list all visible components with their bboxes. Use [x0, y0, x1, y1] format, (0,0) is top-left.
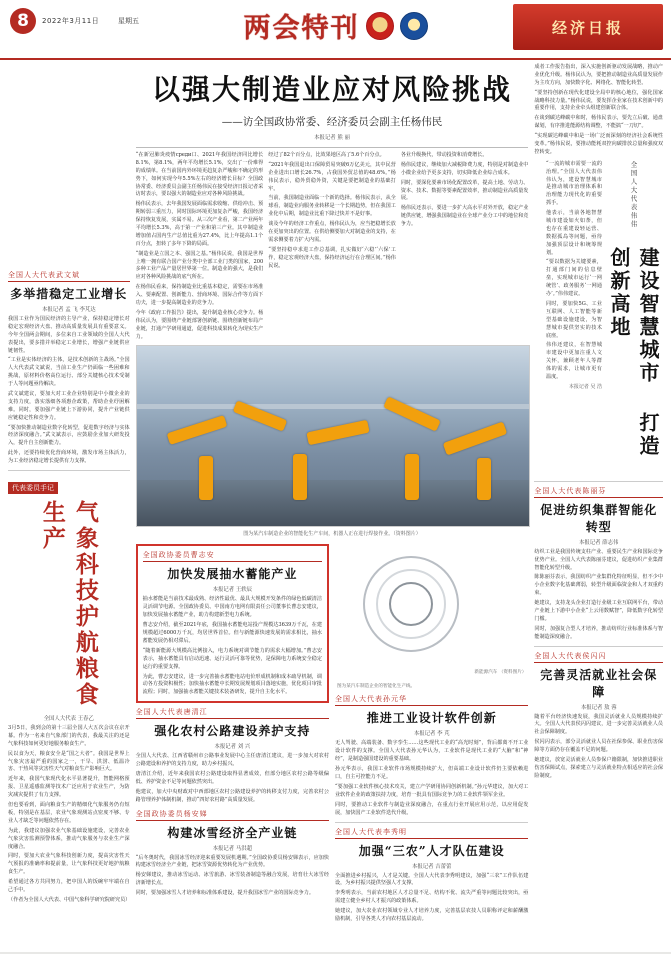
paragraph: “要坚持创新在现代化建设全局中的核心地位，强化国家战略科技力量。”杨伟民说，要发挥企业家在技术创新中的重要作用，支持企业牵头组建创新联合体。 — [534, 89, 663, 112]
article-label: 全国人大代表陈丽芬 — [534, 486, 663, 498]
factory-photo — [136, 345, 531, 527]
paragraph: 同时，要深化要素市场化配置改革，提高土地、劳动力、资本、技术、数据等要素配置效率，推动制造业高质量发展。 — [400, 179, 529, 202]
divider — [8, 470, 130, 471]
article-title: 完善灵活就业社会保障 — [540, 667, 658, 699]
article-label: 全国政协委员杨安娣 — [136, 809, 329, 821]
paragraph: “在新冠肺炎疫情среди口、2021年我国经济同比增长8.1%，第8.1%，两年平均增长5.1%，交出了一份难得的成绩单。在当前国内外环境更趋复杂严峻和不确定的形势下，如何实现今年5.5%左右的经济增长目标？全国政协常委、经济委员会副主任杨伟民在接受经济日报记者采访时表示，要以强大的制造业应对各种风险挑战。 — [135, 152, 264, 198]
article-rural-road — [136, 707, 329, 804]
paragraph: 唐清江介绍，近年来我国农村公路建设取得显著成效，但部分地区农村公路等级偏低、养护资金不足等问题依然突出。 — [135, 770, 330, 785]
paragraph: 为此，我建议加强农业气象基础设施建设，完善农业气象灾害监测预警体系，推动气象服务与农业生产深度融合。 — [8, 827, 130, 850]
article-byline: 本报记者 吴 浩 — [568, 383, 602, 390]
paragraph: 曹志安介绍，截至2021年底，我国抽水蓄能电站投产规模达3639万千瓦，在建规模超过6000万千瓦，均居世界首位。但与新能源快速发展的需求相比，抽水蓄能发展仍相对滞后。 — [142, 622, 323, 644]
photo-caption: 图为某汽车制造企业的智能化生产车间，机器人正在进行焊接作业。（资料图片） — [243, 531, 421, 538]
robot-base — [405, 454, 419, 500]
paragraph: 但也要看到，面向粮食生产的精细化气象服务仍有短板，特别是在基层，农业气象观测站点密度不够、专业人才缺乏等问题依然存在。 — [8, 802, 130, 824]
article-agri-talent — [335, 827, 528, 924]
center-column — [136, 64, 529, 954]
paragraph: 同时，要推动工业软件与制造业深度融合，在重点行业开展应用示范，以应用促发展，加快国产工业软件迭代升级。 — [335, 801, 529, 816]
paragraph: “一流的城市需要一流的治理。”全国人大代表伟伟认为，建设智慧城市是推动城市治理体系和治理能力现代化的重要抓手。 — [546, 160, 602, 207]
article-byline: 本报记者 吉蕾蕾 — [411, 863, 452, 870]
article-weather-note — [8, 475, 130, 905]
paragraph: 她建议，加大农业农村领域专业人才培养力度，完善基层农技人员职称评定和薪酬激励机制，引导各类人才向农村基层流动。 — [335, 908, 529, 922]
special-title: 两会特刊 — [243, 13, 360, 44]
divider — [136, 147, 529, 148]
paragraph: “随着新能源大规模高比例接入，电力系统对调节能力的需求大幅增加。”曹志安表示，抽水蓄能具有启动迅速、运行灵活可靠等优势，是保障电力系统安全稳定运行的重要支撑。 — [142, 647, 323, 670]
lead-byline: 本报记者 熊 丽 — [314, 135, 350, 141]
paragraph: 同时，要加快5G、工业互联网、人工智能等新型基础设施建设，为智慧城市提供坚实的技术底座。 — [546, 300, 602, 339]
paragraph: 杨伟民还表示，要进一步扩大高水平对外开放，稳定产业链供应链，增强我国制造业在全球产业分工中的地位和竞争力。 — [400, 205, 529, 228]
paragraph: 杨伟民建议，继续加大减税降费力度，特别是对制造业中小微企业给予更多支持，切实降低企业综合成本。 — [400, 161, 529, 176]
robot-arm — [306, 420, 369, 446]
paragraph: 随着平台经济快速发展，我国灵活就业人员规模持续扩大。全国人大代表侯闪闪建议，进一步完善灵活就业人员社会保障制度。 — [534, 713, 663, 736]
paragraph: 同时，要加大农业气象科技创新力度，提高灾害性天气预报的准确率和提前量，让气象科技更好地护航粮食生产。 — [8, 853, 130, 876]
robot-base — [293, 454, 307, 500]
article-title: 构建冰雪经济全产业链 — [167, 825, 298, 840]
paragraph: 在谈到碳达峰碳中和时，杨伟民表示，要先立后破、通盘谋划，有序推进能源结构调整，不能搞“一刀切”。 — [534, 115, 663, 130]
paragraph: 全面推进乡村振兴，人才是关键。全国人大代表李秀明建议，加强“三农”工作队伍建设，为乡村振兴提供坚强人才支撑。 — [335, 872, 529, 887]
paragraph: 李秀明表示，当前农村地区人才总量不足、结构不优、流失严重等问题比较突出，亟需建立健全乡村人才振兴的政策体系。 — [335, 890, 529, 905]
special-banner — [244, 6, 428, 45]
weekday: 星期五 — [118, 17, 139, 25]
paragraph: 孙元华表示，我国工业软件市场规模持续扩大，但高端工业设计软件仍主要依赖进口，自主可控能力不足。 — [335, 766, 529, 781]
article-label: 全国人大代表唐清江 — [136, 707, 329, 719]
right-column — [534, 64, 663, 954]
paragraph: 成者工作报告指出，深入实施创新驱动发展战略，推动产业优化升级。杨伟民认为，要把推动制造业高质量发展作为主攻方向，加快数字化、网络化、智能化转型。 — [534, 64, 663, 86]
issue-date: 2022年3月11日 — [42, 17, 100, 25]
paragraph: 3月5日，我到会的第十三届全国人大五次会议在京开幕。作为一名来自气象部门的代表，我最关注的还是气象科技如何更好地服务粮食生产。 — [8, 725, 130, 747]
paragraph: 各业升级换代，带动投资和消费增长。 — [400, 152, 488, 158]
article-byline: 本报记者 薛志伟 — [578, 539, 619, 546]
robot-base — [199, 456, 213, 500]
paragraph: 武文斌建议，要加大对工业企业特别是中小微企业的支持力度，落实落细各项惠企政策，帮助企业纾困解难。同时，要加强产业链上下游协同，提升产业链供应链稳定性和竞争力。 — [8, 391, 130, 421]
paragraph: 我国工业作为国民经济的主导产业，保持稳定增长对稳定宏观经济大盘、推动高质量发展具有重要意义。今年全国两会期间，多位来自工业领域的全国人大代表提出，要多措并举稳定工业增长，增强产业链供应链韧性。 — [8, 316, 130, 354]
paragraph: “后冬奥时代，我国冰雪经济迎来重要发展机遇期。”全国政协委员杨安娣表示，应加快构建冰雪经济全产业链，把冰雪资源优势转化为产业优势。 — [135, 854, 330, 869]
divider — [534, 481, 663, 482]
paragraph: 民以食为天，粮食安全是“国之大者”。我国是世界上气象灾害最严重的国家之一，干旱、洪涝、低温冷害、干热风等灾害性天气对粮食生产影响巨大。 — [8, 750, 130, 773]
newspaper-nameplate — [513, 4, 663, 50]
photo-rail — [137, 404, 530, 409]
paragraph: “2021年我国退出口保障贸易突破6万亿美元，其中民营企业进出口增长26.7%，占我国外贸总值的48.6%。”杨伟民表示，稳外贸稳外资，关键是要把制造业的基础打牢。 — [268, 161, 396, 192]
national-emblem-icon — [366, 12, 394, 40]
paragraph: 她建议，支持龙头企业打造行业级工业互联网平台，带动产业链上下游中小企业“上云用数赋智”，降低数字化转型门槛。 — [534, 600, 663, 622]
paragraph: 在杨伟民看来，保持制造业比重基本稳定，需要在市场准入、要素配置、创新能力、营商环境、国际合作等方面下功夫，进一步提高制造业的竞争力。 — [135, 284, 264, 307]
paragraph: 无人驾驶、高端装备、数字孪生……这些现代工业的“高光时刻”，背后都离不开工业设计软件的支撑。全国人大代表孙元华认为，工业软件是现代工业的“大脑”和“神经”，是制造强国建设的重要基础。 — [335, 740, 529, 763]
lead-col-2 — [268, 152, 396, 341]
article-label: 全国人大代表李秀明 — [335, 827, 528, 839]
article-byline: 本报记者 孟 飞 李芃达 — [41, 307, 96, 313]
paragraph: 他表示，当前各地智慧城市建设如火如荼，但也存在重建设轻运营、数据孤岛等问题，亟待加强顶层设计和统筹规划。 — [546, 210, 602, 256]
article-flexible-employment — [534, 651, 663, 781]
article-byline: 本报记者 刘 兴 — [214, 744, 251, 751]
robot-arm — [383, 397, 441, 432]
masthead — [0, 0, 671, 60]
paragraph: “要以数据为关键要素，打通部门间的信息壁垒，实现城市运行‘一网统管’、政务服务‘一网通办’。”伟伟建议。 — [546, 259, 602, 298]
photo-floor — [137, 480, 530, 526]
article-industrial-software — [335, 694, 528, 817]
lead-headline-block — [136, 64, 529, 131]
paragraph: 纺织工业是我国传统支柱产业、重要民生产业和国际竞争优势产业。全国人大代表陈丽芬建议，促进纺织产业集群智能化转型升级。 — [534, 548, 663, 571]
robot-arm — [166, 416, 227, 446]
paragraph: “要加快推动制造业数字化转型，促进数字经济与实体经济深度融合。”武文斌表示，应鼓励企业加大研发投入，提升自主创新能力。 — [8, 424, 130, 447]
paragraph: 同时，加强复合型人才培养，推动纺织行业标准体系与智能制造深度融合。 — [534, 625, 663, 640]
paragraph: 陈陈丽芬表示，我国纺织产业集群化特征明显，但不少中小企业数字化基础薄弱，转型升级面临资金和人才双重约束。 — [534, 574, 663, 597]
divider — [335, 822, 528, 823]
left-column — [8, 64, 130, 954]
lead-col-4 — [534, 64, 663, 157]
paragraph: “要坚持稳中求进工作总基调，扎实做好‘六稳’‘六保’工作，稳定宏观经济大盘，保持经济运行在合理区间。”杨伟民说。 — [268, 246, 396, 269]
article-byline: 本报记者 马洪超 — [212, 845, 253, 852]
page-content — [0, 60, 671, 954]
smartcity-body — [546, 161, 602, 477]
divider — [534, 646, 663, 647]
paragraph: “要加强工业软件核心技术攻关，建立产学研用协同创新机制。”孙元华建议，加大对工业软件企业的政策扶持力度，培育一批具有国际竞争力的工业软件领军企业。 — [335, 783, 529, 798]
lead-col-1 — [136, 152, 264, 341]
article-smart-city — [534, 161, 663, 477]
article-title: 强化农村公路建设养护支持 — [154, 724, 311, 739]
paragraph: “实现碳达峰碳中和是一场广泛而深刻的经济社会系统性变革。”杨伟民说，要推动能耗双控向碳排放总量和强度双控转变。 — [534, 133, 663, 155]
article-label: 全国人大代表武文斌 — [8, 270, 130, 282]
lead-subhead: ——访全国政协常委、经济委员会副主任杨伟民 — [221, 116, 443, 128]
article-byline: 本报记者 敖 蓉 — [580, 704, 617, 711]
paragraph: 他建议，加大中央财政对中西部地区农村公路建设养护的转移支付力度，完善农村公路管理养护体制机制，推动“四好农村路”高质量发展。 — [135, 788, 330, 803]
article-byline: 本报记者 王轶辰 — [212, 587, 253, 594]
cppcc-emblem-icon — [400, 12, 428, 40]
article-byline: 全国人大代表 王春乙 — [43, 716, 94, 723]
article-label: 全国人大代表伟伟 — [629, 160, 638, 229]
smartcity-headline: 建设智慧城市 打造创新高地 — [607, 246, 660, 458]
page-number: 8 — [10, 8, 36, 34]
graphic-caption-right: 新能源汽车 （资料图片） — [474, 670, 527, 676]
paragraph: 谈及今年的经济工作重点，杨伟民认为，应当把稳增长放在更加突出的位置。在供给侧要加大对制造业的支持，在需求侧要着力扩大内需。 — [268, 221, 396, 243]
article-ice-economy — [136, 809, 329, 898]
article-textile — [534, 486, 663, 642]
paragraph: 杨安娣建议，推动冰雪运动、冰雪旅游、冰雪装备制造等融合发展，培育壮大冰雪经济新增长点。 — [135, 872, 330, 887]
paragraph: 经过了82个百分点，比效果地区高了5.6个百分点。 — [268, 152, 385, 158]
weather-headline: 气象科技护航粮食生产 — [38, 500, 99, 709]
paragraph: 今年《政府工作报告》提出，提升制造业核心竞争力。杨伟民认为，要围绕产业链部署创新链、围绕创新链布局产业链，打通产学研用通道，促进科技成果转化为现实生产力。 — [135, 309, 264, 340]
paragraph: 她建议，放宽灵活就业人员参保户籍限制，加快推进职业伤害保障试点，探索建立与灵活就业特点相适应的社会保险制度。 — [534, 757, 663, 779]
paragraph: 近年来，我国气象现代化水平显著提升，智能网格预报、卫星遥感监测等技术广泛应用于农业生产，为防灾减灾提供了有力支撑。 — [8, 776, 130, 799]
article-byline: 本报记者 李 芃 — [413, 731, 450, 738]
article-title: 加快发展抽水蓄能产业 — [167, 567, 298, 582]
article-label: 全国人大代表孙元华 — [335, 694, 528, 706]
page-title: 以强大制造业应对风险挑战 — [152, 73, 513, 106]
lead-body — [136, 152, 529, 341]
paragraph: “工业是实体经济的主体，是技术创新的主战场。”全国人大代表武文斌说，当前工业生产仍面临一些困难和挑战，原材料价格高位运行、部分关键核心技术受制于人等问题亟待解决。 — [8, 357, 130, 388]
paragraph: 抽水蓄能是当前技术最成熟、经济性最优、最具大规模开发条件的绿色低碳清洁灵活调节电源。全国政协委员、中国南方电网有限责任公司董事长曹志安建议，加快发展抽水蓄能产业，助力构建新型电力系统。 — [142, 596, 323, 619]
newspaper-name: 经济日报 — [551, 18, 624, 37]
lead-col-3 — [401, 152, 529, 341]
graphic-caption-left: 图为某汽车制造企业的智能化生产线。 — [337, 684, 416, 690]
article-label: 全国人大代表侯闪闪 — [534, 651, 663, 663]
boxed-article — [136, 544, 329, 703]
article-title: 促进纺织集群智能化转型 — [540, 502, 658, 534]
paragraph: 杨伟民表示，去年我国发展面临需求收缩、供给冲击、预期转弱三重压力，同时国际环境更加复杂严峻，我国经济保持恢复发展，实属不易。从三次产业看，第二产业两年平均增长5.3%，高于第一产业和第三产业。其中制造业增加值占国内生产总值比重为27.4%，比上年提高1.1个百分点，扭转了多年下降的局面。 — [135, 201, 264, 247]
paragraph: 当前，我国制造业面临一个新的选择。杨伟民表示，从全球看，制造业向服务业转移是一个长期趋势，但在我国工业化中后期，制造业比重下降过快并不是好事。 — [268, 195, 396, 218]
paragraph: 伟伟还建议，在智慧城市建设中更加注重人文关怀，兼顾老年人等群体的需求，让城市更有温度。 — [546, 342, 602, 380]
author-note: （作者为全国人大代表、中国气象科学研究院研究员） — [8, 896, 131, 903]
article-label: 全国政协委员曹志安 — [143, 550, 322, 562]
column-tag: 代表委员手记 — [8, 482, 58, 494]
paragraph: 全国人大代表、江西省赣州市公路事业发展中心主任唐清江建议，进一步加大对农村公路建设和养护的支持力度，助力乡村振兴。 — [135, 753, 330, 768]
robot-arm — [442, 422, 507, 456]
machine-graphic — [335, 542, 528, 692]
paragraph: 同时，要加强冰雪人才培养和标准体系建设，提升我国冰雪产业的国际竞争力。 — [135, 890, 314, 897]
paragraph: 希望通过各方共同努力，把中国人的饭碗牢牢端在自己手中。 — [8, 879, 130, 893]
article-industrial-growth — [8, 270, 130, 466]
paragraph: “制造业是立国之本、强国之基。”杨伟民说，我国是世界上唯一拥有联合国产业分类中全部工业门类的国家，200多种工业产品产量居世界第一位。制造业的强大，是我们应对各种风险挑战的底气所在。 — [135, 250, 264, 281]
robot-base — [477, 458, 491, 500]
article-title: 加强“三农”人才队伍建设 — [358, 843, 505, 858]
paragraph: 此外，还要持续优化营商环境，激发市场主体活力，为工业经济稳定增长提供有力支撑。 — [8, 450, 130, 465]
article-title: 多举措稳定工业增长 — [10, 287, 128, 301]
paragraph: 侯闪闪表示，部分灵活就业人员在社保参保、职业伤害保障等方面仍存在覆盖不足的问题。 — [534, 739, 663, 754]
paragraph: 为此，曹志安建议，进一步完善抽水蓄能电站电价形成机制和成本疏导机制，调动各方投资积极性；加快抽水蓄能中长期发展规划项目落地实施，优化项目审批流程；同时，加强抽水蓄能关键技术装备研发，提升自主化水平。 — [142, 673, 323, 696]
article-title: 推进工业设计软件创新 — [366, 711, 497, 726]
